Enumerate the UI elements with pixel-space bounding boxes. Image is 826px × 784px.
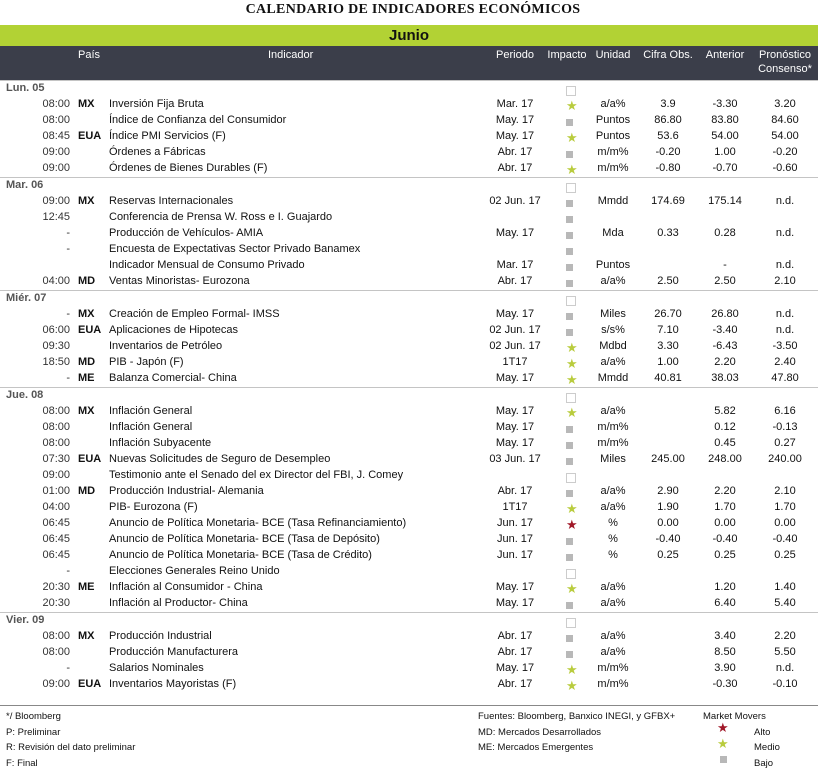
cell-period: Abr. 17 xyxy=(497,275,533,287)
table-row: 04:00 PIB- Eurozona (F) 1T17 a/a% 1.90 1.70 1.70 ★ xyxy=(0,499,818,515)
cell-time: - xyxy=(66,308,70,320)
table-row xyxy=(0,531,818,547)
day-header xyxy=(0,80,818,96)
legend-alto: Alto xyxy=(754,727,771,738)
cell-prev: -3.30 xyxy=(712,98,738,110)
table-row: 08:00 MX Inversión Fija Bruta Mar. 17 a/a% 3.9 -3.30 3.20 ★ xyxy=(0,96,818,112)
cell-obs: 0.00 xyxy=(657,517,679,529)
cell-country: ME xyxy=(78,372,95,384)
cell-period: May. 17 xyxy=(495,130,535,142)
cell-indicator: Inversión Fija Bruta xyxy=(109,98,204,110)
cell-indicator: Testimonio ante el Senado del ex Director del FBI, J. Comey xyxy=(109,469,404,481)
day-header xyxy=(0,612,818,628)
cell-indicator: Balanza Comercial- China xyxy=(109,372,237,384)
cell-prev: 2.20 xyxy=(714,356,736,368)
cell-fcst: 6.16 xyxy=(774,405,796,417)
day-label: Vier. 09 xyxy=(6,614,45,626)
cell-prev: -0.30 xyxy=(712,678,738,690)
table-row: 09:00 EUA Inventarios Mayoristas (F) Abr. 17 m/m% -0.30 -0.10 ★ xyxy=(0,676,818,692)
cell-indicator: Reservas Internacionales xyxy=(109,195,234,207)
cell-time: 08:45 xyxy=(42,130,70,142)
cell-prev: 0.45 xyxy=(714,437,736,449)
cell-time: 09:00 xyxy=(42,162,70,174)
cell-time: 18:50 xyxy=(42,356,70,368)
cell-period: Abr. 17 xyxy=(497,146,533,158)
cell-unit: % xyxy=(608,549,618,561)
cell-unit: a/a% xyxy=(600,581,626,593)
cell-country: EUA xyxy=(78,130,102,142)
footnote-preliminar: P: Preliminar xyxy=(6,727,61,738)
cell-time: 09:00 xyxy=(42,469,70,481)
cell-obs: 3.9 xyxy=(660,98,676,110)
cell-period: 02 Jun. 17 xyxy=(489,195,541,207)
cell-indicator: Inventarios Mayoristas (F) xyxy=(109,678,237,690)
cell-fcst: 240.00 xyxy=(768,453,802,465)
table-row xyxy=(0,225,818,241)
cell-indicator: Inflación General xyxy=(109,405,193,417)
cell-period: 1T17 xyxy=(502,501,528,513)
day-label: Mar. 06 xyxy=(6,179,44,191)
cell-period: Abr. 17 xyxy=(497,630,533,642)
table-row xyxy=(0,112,818,128)
cell-time: - xyxy=(66,372,70,384)
table-row xyxy=(0,467,818,483)
cell-obs: 7.10 xyxy=(657,324,679,336)
cell-unit: Puntos xyxy=(595,259,631,271)
table-row: 08:45 EUA Índice PMI Servicios (F) May. 17 Puntos 53.6 54.00 54.00 ★ xyxy=(0,128,818,144)
cell-obs: -0.80 xyxy=(655,162,681,174)
cell-indicator: Salarios Nominales xyxy=(109,662,204,674)
cell-unit: a/a% xyxy=(600,405,626,417)
cell-time: 08:00 xyxy=(42,405,70,417)
cell-period: Jun. 17 xyxy=(496,517,534,529)
footnote-fuentes: Fuentes: Bloomberg, Banxico INEGI, y GFBX+ xyxy=(478,711,676,722)
cell-time: - xyxy=(66,243,70,255)
cell-indicator: Creación de Empleo Formal- IMSS xyxy=(109,308,280,320)
table-row xyxy=(0,193,818,209)
cell-period: Abr. 17 xyxy=(497,646,533,658)
cell-obs: 1.90 xyxy=(657,501,679,513)
cell-unit: a/a% xyxy=(600,275,626,287)
table-row xyxy=(0,451,818,467)
cell-fcst: 47.80 xyxy=(771,372,799,384)
cell-fcst: 84.60 xyxy=(771,114,799,126)
cell-indicator: Ventas Minoristas- Eurozona xyxy=(109,275,250,287)
cell-country: MX xyxy=(78,630,95,642)
table-row xyxy=(0,483,818,499)
cell-prev: 2.20 xyxy=(714,485,736,497)
cell-indicator: Indicador Mensual de Consumo Privado xyxy=(109,259,305,271)
cell-fcst: 0.00 xyxy=(774,517,796,529)
cell-fcst: n.d. xyxy=(775,324,795,336)
table-row: 06:45 Anuncio de Política Monetaria- BCE (Tasa Refinanciamiento) Jun. 17 % 0.00 0.00 0.00 ★ xyxy=(0,515,818,531)
cell-fcst: 3.20 xyxy=(774,98,796,110)
cell-unit: a/a% xyxy=(600,597,626,609)
table-row xyxy=(0,595,818,611)
cell-period: May. 17 xyxy=(495,662,535,674)
cell-obs: 245.00 xyxy=(651,453,685,465)
cell-indicator: Inflación General xyxy=(109,421,193,433)
cell-fcst: 1.70 xyxy=(774,501,796,513)
cell-obs: 1.00 xyxy=(657,356,679,368)
cell-unit: Miles xyxy=(600,453,626,465)
cell-indicator: Índice PMI Servicios (F) xyxy=(109,130,226,142)
cell-country: ME xyxy=(78,581,95,593)
cell-unit: a/a% xyxy=(600,630,626,642)
cell-period: May. 17 xyxy=(495,227,535,239)
footer-divider xyxy=(0,705,818,706)
cell-prev: 0.25 xyxy=(714,549,736,561)
cell-period: Abr. 17 xyxy=(497,678,533,690)
cell-time: 20:30 xyxy=(42,581,70,593)
cell-period: May. 17 xyxy=(495,114,535,126)
cell-prev: 0.00 xyxy=(714,517,736,529)
cell-prev: 38.03 xyxy=(711,372,739,384)
cell-country: MX xyxy=(78,308,95,320)
table-row: 20:30 ME Inflación al Consumidor - China May. 17 a/a% 1.20 1.40 ★ xyxy=(0,579,818,595)
day-header xyxy=(0,387,818,403)
cell-country: EUA xyxy=(78,453,102,465)
cell-prev: 0.28 xyxy=(714,227,736,239)
cell-prev: 26.80 xyxy=(711,308,739,320)
cell-unit: m/m% xyxy=(597,437,629,449)
cell-indicator: PIB - Japón (F) xyxy=(109,356,184,368)
cell-indicator: PIB- Eurozona (F) xyxy=(109,501,198,513)
cell-unit: a/a% xyxy=(600,646,626,658)
legend-bajo: Bajo xyxy=(754,758,774,769)
cell-prev: 0.12 xyxy=(714,421,736,433)
cell-indicator: Elecciones Generales Reino Unido xyxy=(109,565,280,577)
cell-time: - xyxy=(66,662,70,674)
cell-indicator: Órdenes de Bienes Durables (F) xyxy=(109,162,268,174)
table-row: 09:30 Inventarios de Petróleo 02 Jun. 17 Mdbd 3.30 -6.43 -3.50 ★ xyxy=(0,338,818,354)
cell-unit: % xyxy=(608,517,618,529)
cell-unit: m/m% xyxy=(597,678,629,690)
cell-country: MD xyxy=(78,485,96,497)
day-label: Jue. 08 xyxy=(6,389,44,401)
cell-indicator: Órdenes a Fábricas xyxy=(109,146,206,158)
cell-obs: 53.6 xyxy=(657,130,679,142)
cell-fcst: -0.60 xyxy=(772,162,798,174)
cell-fcst: 1.40 xyxy=(774,581,796,593)
cell-obs: 2.50 xyxy=(657,275,679,287)
col-anterior: Anterior xyxy=(705,49,745,61)
table-row xyxy=(0,644,818,660)
cell-time: 06:00 xyxy=(42,324,70,336)
cell-time: 08:00 xyxy=(42,437,70,449)
cell-country: MD xyxy=(78,275,96,287)
cell-indicator: Índice de Confianza del Consumidor xyxy=(109,114,287,126)
col-indicador: Indicador xyxy=(268,49,314,61)
cell-time: - xyxy=(66,565,70,577)
cell-time: 08:00 xyxy=(42,646,70,658)
cell-prev: 6.40 xyxy=(714,597,736,609)
col-pronostico: Pronóstico xyxy=(759,49,811,61)
cell-fcst: 54.00 xyxy=(771,130,799,142)
cell-time: 06:45 xyxy=(42,549,70,561)
cell-unit: Mda xyxy=(602,227,624,239)
cell-unit: Miles xyxy=(600,308,626,320)
cell-period: Jun. 17 xyxy=(496,533,534,545)
table-row xyxy=(0,435,818,451)
legend-medio-star-icon: ★ xyxy=(717,736,729,751)
cell-fcst: n.d. xyxy=(775,195,795,207)
cell-indicator: Anuncio de Política Monetaria- BCE (Tasa de Depósito) xyxy=(109,533,380,545)
day-header xyxy=(0,290,818,306)
table-row xyxy=(0,322,818,338)
table-row xyxy=(0,209,818,225)
cell-fcst: -0.10 xyxy=(772,678,798,690)
cell-obs: 2.90 xyxy=(657,485,679,497)
cell-prev: -0.40 xyxy=(712,533,738,545)
cell-country: MX xyxy=(78,405,95,417)
footnote-md: MD: Mercados Desarrollados xyxy=(478,727,602,738)
cell-period: Abr. 17 xyxy=(497,485,533,497)
cell-period: Mar. 17 xyxy=(496,98,534,110)
cell-obs: -0.40 xyxy=(655,533,681,545)
cell-prev: 1.00 xyxy=(714,146,736,158)
cell-prev: 1.20 xyxy=(714,581,736,593)
cell-indicator: Anuncio de Política Monetaria- BCE (Tasa Refinanciamiento) xyxy=(109,517,407,529)
cell-unit: a/a% xyxy=(600,501,626,513)
cell-unit: a/a% xyxy=(600,98,626,110)
cell-time: 09:30 xyxy=(42,340,70,352)
cell-indicator: Encuesta de Expectativas Sector Privado Banamex xyxy=(109,243,361,255)
footnote-final: F: Final xyxy=(6,758,38,769)
cell-obs: 3.30 xyxy=(657,340,679,352)
cell-indicator: Inflación Subyacente xyxy=(109,437,212,449)
cell-period: May. 17 xyxy=(495,421,535,433)
cell-unit: s/s% xyxy=(601,324,625,336)
cell-country: MX xyxy=(78,195,95,207)
cell-unit: m/m% xyxy=(597,162,629,174)
table-row xyxy=(0,563,818,579)
legend-bajo-square-icon xyxy=(720,756,727,763)
cell-time: 20:30 xyxy=(42,597,70,609)
cell-time: 08:00 xyxy=(42,114,70,126)
cell-country: EUA xyxy=(78,678,102,690)
col-pais: País xyxy=(78,49,101,61)
cell-prev: 1.70 xyxy=(714,501,736,513)
cell-prev: 54.00 xyxy=(711,130,739,142)
cell-unit: Puntos xyxy=(595,130,631,142)
cell-obs: 86.80 xyxy=(654,114,682,126)
cell-prev: 175.14 xyxy=(708,195,742,207)
month-banner: Junio xyxy=(0,25,818,46)
table-row xyxy=(0,144,818,160)
cell-unit: Puntos xyxy=(595,114,631,126)
cell-time: 04:00 xyxy=(42,501,70,513)
cell-period: 03 Jun. 17 xyxy=(489,453,541,465)
cell-indicator: Producción de Vehículos- AMIA xyxy=(109,227,264,239)
cell-prev: 3.90 xyxy=(714,662,736,674)
cell-indicator: Conferencia de Prensa W. Ross e I. Guajardo xyxy=(109,211,333,223)
cell-prev: -3.40 xyxy=(712,324,738,336)
col-consenso: Consenso* xyxy=(758,63,812,75)
cell-country: EUA xyxy=(78,324,102,336)
cell-obs: 174.69 xyxy=(651,195,685,207)
cell-indicator: Producción Industrial xyxy=(109,630,212,642)
cell-fcst: -0.13 xyxy=(772,421,798,433)
cell-time: 06:45 xyxy=(42,533,70,545)
cell-period: May. 17 xyxy=(495,437,535,449)
cell-period: 1T17 xyxy=(502,356,528,368)
cell-unit: Mmdd xyxy=(597,195,629,207)
cell-prev: 83.80 xyxy=(711,114,739,126)
table-row xyxy=(0,241,818,257)
cell-prev: 248.00 xyxy=(708,453,742,465)
table-row: 18:50 MD PIB - Japón (F) 1T17 a/a% 1.00 2.20 2.40 ★ xyxy=(0,354,818,370)
cell-period: May. 17 xyxy=(495,372,535,384)
cell-time: 09:00 xyxy=(42,678,70,690)
table-row: 09:00 Órdenes de Bienes Durables (F) Abr. 17 m/m% -0.80 -0.70 -0.60 ★ xyxy=(0,160,818,176)
cell-period: 02 Jun. 17 xyxy=(489,324,541,336)
cell-time: 06:45 xyxy=(42,517,70,529)
cell-prev: -0.70 xyxy=(712,162,738,174)
cell-period: May. 17 xyxy=(495,581,535,593)
cell-obs: 26.70 xyxy=(654,308,682,320)
cell-prev: 2.50 xyxy=(714,275,736,287)
table-row: - Salarios Nominales May. 17 m/m% 3.90 n.d. ★ xyxy=(0,660,818,676)
cell-period: Abr. 17 xyxy=(497,162,533,174)
cell-obs: 0.33 xyxy=(657,227,679,239)
cell-unit: % xyxy=(608,533,618,545)
cell-unit: a/a% xyxy=(600,356,626,368)
cell-period: May. 17 xyxy=(495,308,535,320)
cell-fcst: 2.40 xyxy=(774,356,796,368)
col-periodo: Periodo xyxy=(496,49,534,61)
cell-unit: m/m% xyxy=(597,662,629,674)
cell-indicator: Anuncio de Política Monetaria- BCE (Tasa de Crédito) xyxy=(109,549,372,561)
page-title: CALENDARIO DE INDICADORES ECONÓMICOS xyxy=(245,2,581,17)
cell-fcst: n.d. xyxy=(775,259,795,271)
table-row xyxy=(0,547,818,563)
legend-title: Market Movers xyxy=(703,711,766,722)
table-header xyxy=(0,46,818,80)
cell-time: 08:00 xyxy=(42,630,70,642)
col-cifra: Cifra Obs. xyxy=(643,49,693,61)
cell-obs: 0.25 xyxy=(657,549,679,561)
cell-period: Mar. 17 xyxy=(496,259,534,271)
cell-indicator: Nuevas Solicitudes de Seguro de Desempleo xyxy=(109,453,331,465)
cell-fcst: 0.27 xyxy=(774,437,796,449)
cell-period: May. 17 xyxy=(495,405,535,417)
day-label: Lun. 05 xyxy=(6,82,45,94)
cell-fcst: 2.10 xyxy=(774,275,796,287)
col-unidad: Unidad xyxy=(595,49,631,61)
legend-medio: Medio xyxy=(754,742,780,753)
day-header xyxy=(0,177,818,193)
cell-period: May. 17 xyxy=(495,597,535,609)
cell-country: MD xyxy=(78,356,96,368)
cell-fcst: n.d. xyxy=(775,227,795,239)
cell-fcst: 0.25 xyxy=(774,549,796,561)
cell-indicator: Inflación al Consumidor - China xyxy=(109,581,263,593)
cell-period: 02 Jun. 17 xyxy=(489,340,541,352)
cell-time: 12:45 xyxy=(42,211,70,223)
table-row: - ME Balanza Comercial- China May. 17 Mmdd 40.81 38.03 47.80 ★ xyxy=(0,370,818,386)
cell-fcst: 5.50 xyxy=(774,646,796,658)
table-row: 08:00 MX Inflación General May. 17 a/a% 5.82 6.16 ★ xyxy=(0,403,818,419)
col-impacto: Impacto xyxy=(547,49,587,61)
legend-alto-star-icon: ★ xyxy=(717,720,729,735)
table-row xyxy=(0,306,818,322)
cell-fcst: -0.20 xyxy=(772,146,798,158)
cell-time: 07:30 xyxy=(42,453,70,465)
cell-prev: 3.40 xyxy=(714,630,736,642)
cell-fcst: -0.40 xyxy=(772,533,798,545)
table-row xyxy=(0,628,818,644)
cell-fcst: -3.50 xyxy=(772,340,798,352)
cell-country: MX xyxy=(78,98,95,110)
cell-indicator: Inflación al Productor- China xyxy=(109,597,248,609)
cell-unit: Mdbd xyxy=(599,340,627,352)
cell-unit: a/a% xyxy=(600,485,626,497)
footnote-me: ME: Mercados Emergentes xyxy=(478,742,594,753)
cell-obs: 40.81 xyxy=(654,372,682,384)
cell-prev: - xyxy=(723,259,727,271)
cell-prev: 5.82 xyxy=(714,405,736,417)
cell-time: 01:00 xyxy=(42,485,70,497)
cell-time: 09:00 xyxy=(42,146,70,158)
cell-fcst: 2.20 xyxy=(774,630,796,642)
cell-fcst: n.d. xyxy=(775,308,795,320)
cell-prev: -6.43 xyxy=(712,340,738,352)
footnote-bloomberg: */ Bloomberg xyxy=(6,711,61,722)
cell-unit: Mmdd xyxy=(597,372,629,384)
cell-time: 09:00 xyxy=(42,195,70,207)
table-row xyxy=(0,257,818,273)
footnote-revision: R: Revisión del dato preliminar xyxy=(6,742,136,753)
cell-fcst: 2.10 xyxy=(774,485,796,497)
cell-time: 08:00 xyxy=(42,98,70,110)
cell-indicator: Inventarios de Petróleo xyxy=(109,340,223,352)
day-label: Miér. 07 xyxy=(6,292,47,304)
cell-indicator: Producción Industrial- Alemania xyxy=(109,485,264,497)
cell-prev: 8.50 xyxy=(714,646,736,658)
table-row xyxy=(0,419,818,435)
cell-indicator: Aplicaciones de Hipotecas xyxy=(109,324,239,336)
cell-time: - xyxy=(66,227,70,239)
cell-time: 04:00 xyxy=(42,275,70,287)
cell-indicator: Producción Manufacturera xyxy=(109,646,239,658)
cell-obs: -0.20 xyxy=(655,146,681,158)
cell-time: 08:00 xyxy=(42,421,70,433)
cell-period: Jun. 17 xyxy=(496,549,534,561)
cell-fcst: n.d. xyxy=(775,662,795,674)
cell-fcst: 5.40 xyxy=(774,597,796,609)
table-row xyxy=(0,273,818,289)
cell-unit: m/m% xyxy=(597,421,629,433)
cell-unit: m/m% xyxy=(597,146,629,158)
